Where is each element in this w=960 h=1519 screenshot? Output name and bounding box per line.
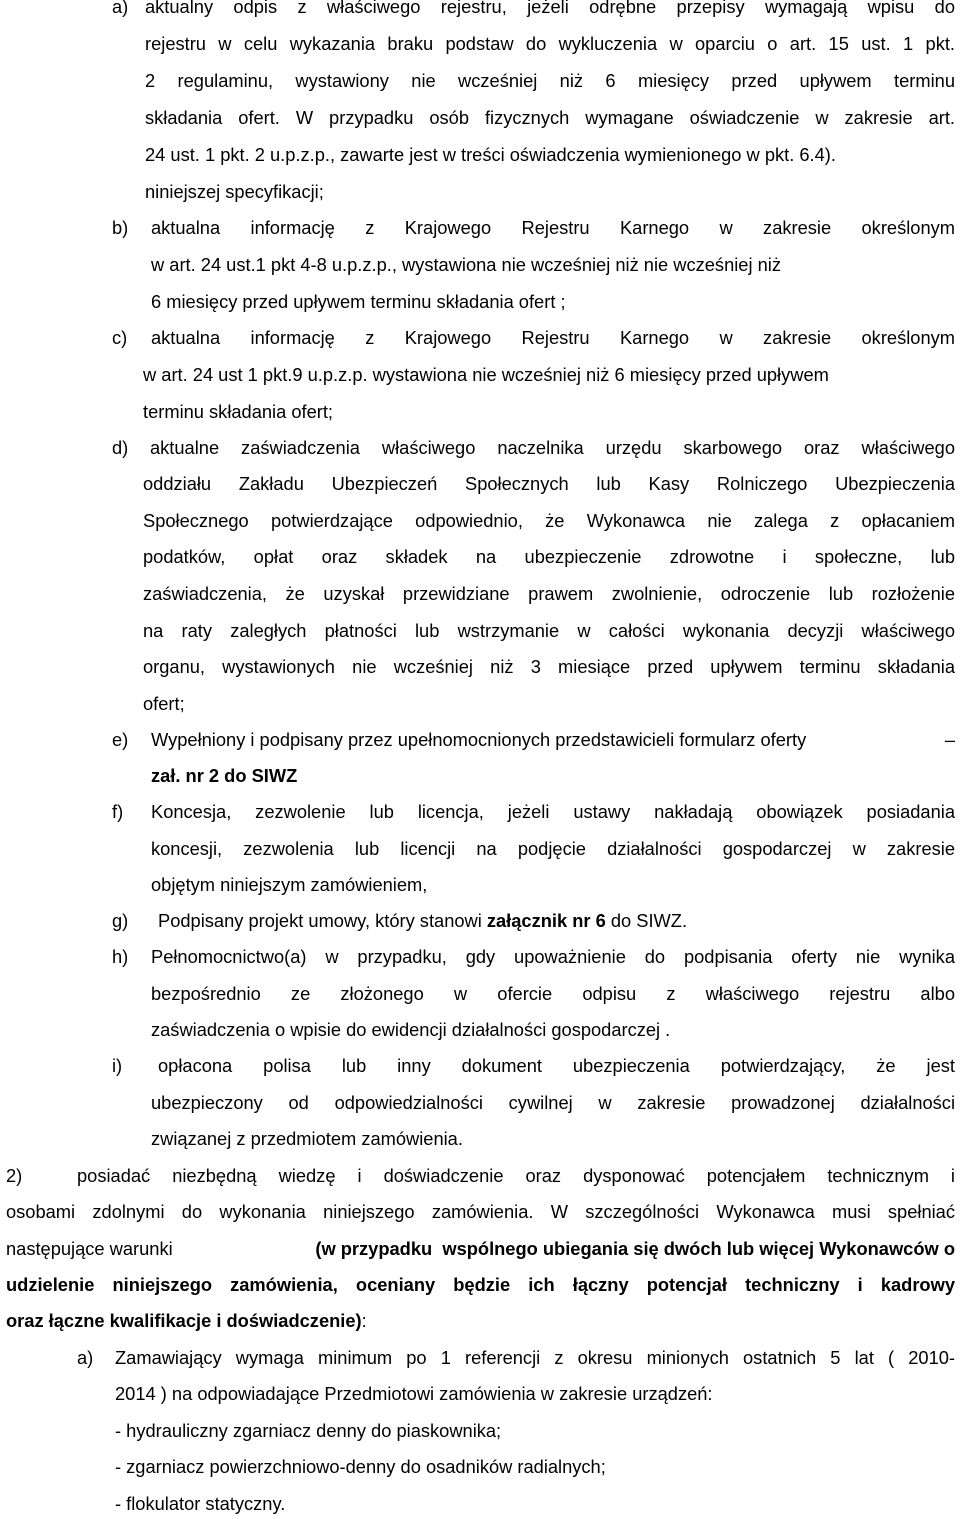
list-c-line-2: w art. 24 ust 1 pkt.9 u.p.z.p. wystawiona nie wcześniej niż 6 miesięcy przed upływem [143, 364, 829, 385]
list-g-line [158, 910, 687, 932]
section-2-line-1: posiadać niezbędną wiedzę i doświadczenie oraz dysponować potencjałem technicznym i [77, 1165, 955, 1186]
list-marker-h: h) [112, 946, 129, 967]
list-h-line-1: Pełnomocnictwo(a) w przypadku, gdy upoważnienie do podpisania oferty nie wynika [151, 946, 955, 967]
list-marker-b: b) [112, 217, 129, 238]
section-2-line-4: udzielenie niniejszego zamówienia, oceniany będzie ich łączny potencjał techniczny i kadrowy [6, 1274, 955, 1295]
list-a-line-5: 24 ust. 1 pkt. 2 u.p.z.p., zawarte jest w treści oświadczenia wymienionego w pkt. 6.4). [145, 144, 836, 165]
list-d-line-6: na raty zaległych płatności lub wstrzymanie w całości wykonania decyzji właściwego [143, 620, 955, 641]
list-a-line-1: aktualny odpis z właściwego rejestru, jeżeli odrębne przepisy wymagają wpisu do [145, 0, 955, 17]
section-2-marker: 2) [6, 1165, 23, 1186]
list-g-bold: załącznik nr 6 [486, 910, 606, 931]
list-a-line-6: niniejszej specyfikacji; [145, 181, 324, 202]
list-g-post: do SIWZ. [605, 910, 688, 931]
list-e-dash: – [944, 729, 955, 750]
list-marker-c: c) [112, 327, 128, 348]
list-d-line-1: aktualne zaświadczenia właściwego naczelnika urzędu skarbowego oraz właściwego [150, 437, 955, 458]
list-b-line-2: w art. 24 ust.1 pkt 4-8 u.p.z.p., wystawiona nie wcześniej niż nie wcześniej niż [151, 254, 781, 275]
list-a-line-4: składania ofert. W przypadku osób fizycznych wymagane oświadczenie w zakresie art. [145, 107, 955, 128]
list-e-line-1 [151, 729, 955, 751]
list-f-line-3: objętym niniejszym zamówieniem, [151, 874, 428, 895]
list-i-line-2: ubezpieczony od odpowiedzialności cywilnej w zakresie prowadzonej działalności [151, 1092, 955, 1113]
list-d-line-8: ofert; [143, 693, 185, 714]
list-e-attachment: zał. nr 2 do SIWZ [151, 765, 298, 786]
list-c-line-3: terminu składania ofert; [143, 401, 334, 422]
list-d-line-7: organu, wystawionych nie wcześniej niż 3 miesiące przed upływem terminu składania [143, 656, 955, 677]
list-d-line-3: Społecznego potwierdzające odpowiednio, że Wykonawca nie zalega z opłacaniem [143, 510, 955, 531]
list-marker-i: i) [112, 1055, 123, 1076]
section-2-line-2: osobami zdolnymi do wykonania niniejszego zamówienia. W szczególności Wykonawca musi spełniać [6, 1201, 955, 1222]
list-f-line-2: koncesji, zezwolenia lub licencji na podjęcie działalności gospodarczej w zakresie [151, 838, 955, 859]
section-2a-line-1: Zamawiający wymaga minimum po 1 referencji z okresu minionych ostatnich 5 lat ( 2010- [115, 1347, 955, 1368]
list-g-pre: Podpisany projekt umowy, który stanowi [158, 910, 487, 931]
list-i-line-3: związanej z przedmiotem zamówienia. [151, 1128, 463, 1149]
section-2-line-5-bold: oraz łączne kwalifikacje i doświadczenie) [6, 1310, 362, 1331]
list-c-line-1: aktualna informację z Krajowego Rejestru Karnego w zakresie określonym [151, 327, 955, 348]
list-marker-a: a) [112, 0, 129, 17]
list-d-line-2: oddziału Zakładu Ubezpieczeń Społecznych lub Kasy Rolniczego Ubezpieczenia [143, 473, 955, 494]
list-f-line-1: Koncesja, zezwolenie lub licencja, jeżeli ustawy nakładają obowiązek posiadania [151, 801, 955, 822]
section-2-line-5 [6, 1310, 367, 1332]
list-h-line-3: zaświadczenia o wpisie do ewidencji działalności gospodarczej . [151, 1019, 671, 1040]
section-2a-item-3: - flokulator statyczny. [115, 1493, 286, 1514]
list-b-line-3: 6 miesięcy przed upływem terminu składania ofert ; [151, 291, 566, 312]
list-marker-d: d) [112, 437, 129, 458]
list-a-line-3: 2 regulaminu, wystawiony nie wcześniej niż 6 miesięcy przed upływem terminu [145, 70, 955, 91]
list-b-line-1: aktualna informację z Krajowego Rejestru Karnego w zakresie określonym [151, 217, 955, 238]
section-2-line-5-post: : [361, 1310, 367, 1331]
list-marker-g: g) [112, 910, 129, 931]
section-2a-marker: a) [77, 1347, 94, 1368]
section-2-line-3 [6, 1238, 955, 1260]
list-marker-e: e) [112, 729, 129, 750]
section-2a-line-2: 2014 ) na odpowiadające Przedmiotowi zamówienia w zakresie urządzeń: [115, 1383, 713, 1404]
list-a-line-2: rejestru w celu wykazania braku podstaw do wykluczenia w oparciu o art. 15 ust. 1 pkt. [145, 33, 955, 54]
list-e-text: Wypełniony i podpisany przez upełnomocnionych przedstawicieli formularz oferty [151, 729, 807, 750]
list-d-line-4: podatków, opłat oraz składek na ubezpieczenie zdrowotne i społeczne, lub [143, 546, 955, 567]
list-h-line-2: bezpośrednio ze złożonego w ofercie odpisu z właściwego rejestru albo [151, 983, 955, 1004]
section-2-line-3-bold: (w przypadku wspólnego ubiegania się dwóch lub więcej Wykonawców o [315, 1238, 955, 1259]
section-2a-item-1: - hydrauliczny zgarniacz denny do piaskownika; [115, 1420, 502, 1441]
section-2a-item-2: - zgarniacz powierzchniowo-denny do osadników radialnych; [115, 1456, 606, 1477]
section-2-line-3-pre: następujące warunki [6, 1238, 173, 1259]
list-d-line-5: zaświadczenia, że uzyskał przewidziane prawem zwolnienie, odroczenie lub rozłożenie [143, 583, 955, 604]
list-i-line-1: opłacona polisa lub inny dokument ubezpieczenia potwierdzający, że jest [158, 1055, 955, 1076]
list-marker-f: f) [112, 801, 124, 822]
